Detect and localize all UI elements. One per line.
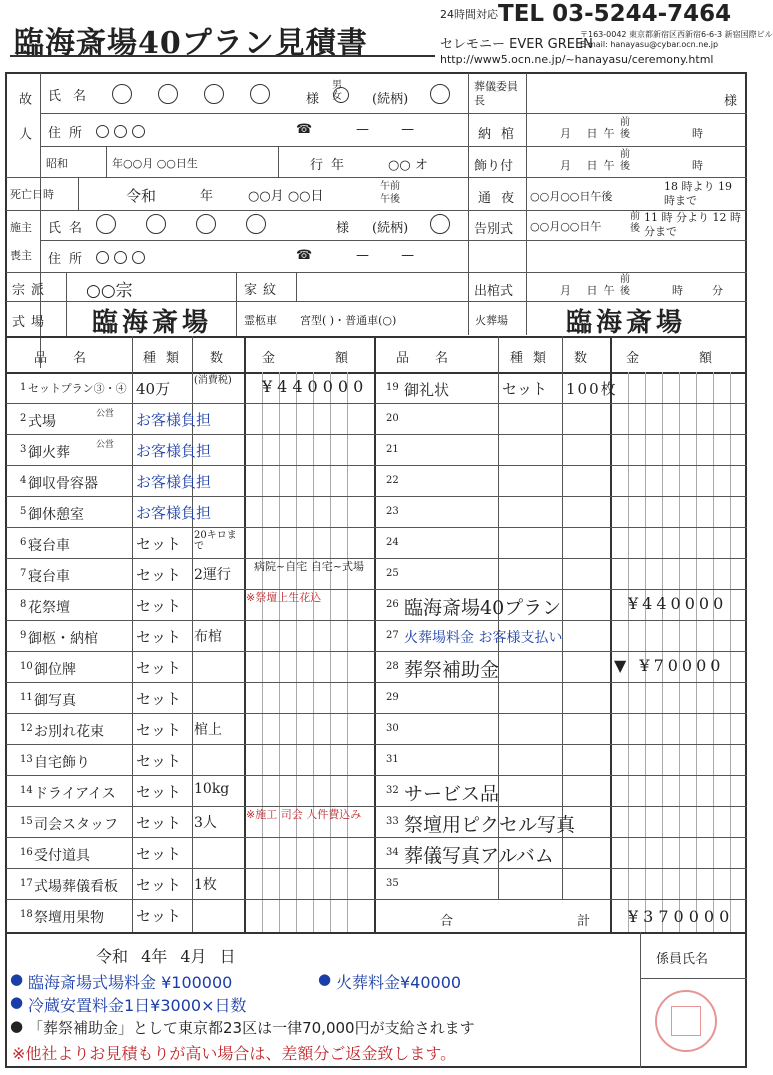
tsuya-label: 通夜: [478, 191, 525, 206]
mourner-address-label: 住所: [48, 252, 91, 267]
row-item-name: お別れ花束: [34, 724, 104, 740]
row-item-name: ドライアイス: [34, 786, 116, 802]
row-item-amount: ¥440000: [262, 377, 369, 396]
row-number: 5: [20, 506, 27, 517]
row-divider: [374, 775, 747, 776]
row-number: 30: [386, 723, 399, 734]
row-item-qty: (消費税): [194, 375, 232, 386]
deceased-phone-icon: ☎: [296, 122, 313, 137]
row-item-type: お客様負担: [136, 473, 212, 491]
row-item-type: セット: [136, 721, 182, 739]
row-divider: [6, 806, 374, 807]
deceased-name-label: 氏名: [48, 89, 99, 104]
row-item-sup: 公営: [96, 440, 115, 450]
row-item-name: 火葬場料金 お客様支払い: [404, 630, 563, 646]
death-ampm: 午前 午後: [380, 181, 400, 205]
row-item-name: 寝台車: [28, 569, 70, 585]
company-name: セレモニー EVER GREEN: [440, 37, 593, 52]
shukkan-label: 出棺式: [474, 284, 514, 299]
row-divider: [6, 868, 374, 869]
row-item-qty: 2運行: [194, 567, 231, 583]
gender-circle: [333, 84, 349, 103]
shukkan-ji: 時: [672, 284, 683, 297]
row-item-type: セット: [136, 876, 182, 894]
shukkan-ampm: 前後: [620, 274, 630, 297]
row-number: 12: [20, 723, 33, 734]
mourner-relation-circle: [430, 213, 450, 234]
row-number: 29: [386, 692, 399, 703]
row-divider: [6, 682, 374, 683]
row-divider: [6, 837, 374, 838]
row-item-qty: 棺上: [194, 722, 222, 738]
row-number: 22: [386, 475, 399, 486]
row-item-name: 受付道具: [34, 848, 90, 864]
deceased-section-label: 故人: [16, 92, 31, 162]
row-divider: [374, 651, 747, 652]
row-item-name: セットプラン③・④: [28, 382, 127, 395]
row-item-type: セット: [136, 535, 182, 553]
row-number: 9: [20, 630, 27, 641]
venue-label: 式場: [12, 315, 51, 330]
row-number: 32: [386, 785, 399, 796]
row-number: 15: [20, 816, 33, 827]
row-item-type: セット: [136, 907, 182, 925]
row-item-type: 40万: [136, 380, 171, 398]
row-divider: [374, 620, 747, 621]
deceased-relation: (続柄): [372, 92, 409, 107]
row-item-type: セット: [136, 752, 182, 770]
row-divider: [6, 651, 374, 652]
row-divider: [6, 558, 374, 559]
footer-date: 令和 4年 4月 日: [96, 947, 236, 966]
row-divider: [6, 620, 374, 621]
kokubetsu-date: ○○月○○日午: [530, 220, 602, 233]
row-number: 19: [386, 382, 399, 393]
row-divider: [6, 899, 374, 900]
row-item-name: 御写真: [34, 693, 76, 709]
hours-label: 24時間対応: [440, 8, 498, 21]
kokubetsu-label: 告別式: [474, 222, 514, 237]
row-divider: [374, 465, 747, 466]
cremation-fee-text: 火葬料金¥40000: [336, 973, 462, 992]
row-item-name: 御柩・納棺: [28, 631, 98, 647]
row-item-name: 御礼状: [404, 381, 450, 399]
shukkan-fun: 分: [712, 284, 723, 297]
row-item-name: 御火葬: [28, 445, 70, 461]
row-item-note: 病院~自宅 自宅~式場: [254, 560, 364, 573]
nokan-ampm: 前後: [620, 117, 630, 140]
bullet-blue-2: ●: [318, 970, 332, 988]
row-divider: [374, 837, 747, 838]
company-seal-inner: [671, 1006, 701, 1036]
death-era: 令和: [126, 187, 157, 205]
row-divider: [374, 682, 747, 683]
company-email: E-mail: hanayasu@cybar.ocn.ne.jp: [580, 40, 719, 49]
row-item-name: 御休憩室: [28, 507, 84, 523]
row-number: 8: [20, 599, 27, 610]
age-label: 行年: [310, 158, 353, 173]
row-number: 14: [20, 785, 33, 796]
row-number: 34: [386, 847, 399, 858]
row-item-type: セット: [136, 628, 182, 646]
row-divider: [6, 713, 374, 714]
kazaritsuke-ampm: 前後: [620, 149, 630, 172]
sect-value: ○○宗: [86, 281, 133, 301]
page-title: 臨海斎場40プラン見積書: [14, 26, 368, 61]
committee-sama: 様: [724, 94, 738, 109]
nokan-ji: 時: [692, 127, 703, 140]
kazaritsuke-date: 月 日午: [560, 159, 621, 172]
row-item-note: ※祭壇上生花込: [246, 591, 322, 604]
row-number: 25: [386, 568, 399, 579]
row-item-type: セット: [136, 814, 182, 832]
row-item-type: お客様負担: [136, 504, 212, 522]
venue-fee-text: 臨海斎場式場料金 ¥100000: [28, 973, 233, 992]
row-item-name: 祭壇用果物: [34, 910, 104, 926]
row-divider: [6, 465, 374, 466]
th-amount-left: 金額: [262, 351, 409, 366]
deceased-gender: 男女: [332, 80, 342, 102]
row-item-qty: 1枚: [194, 877, 217, 893]
deceased-tel: — —: [356, 122, 429, 137]
row-divider: [374, 527, 747, 528]
row-number: 11: [20, 692, 33, 703]
bullet-black: ●: [10, 1017, 24, 1035]
mourner-name-label: 氏名: [48, 221, 91, 236]
row-item-name: 臨海斎場40プラン: [404, 597, 562, 619]
row-number: 13: [20, 754, 33, 765]
row-number: 21: [386, 444, 399, 455]
birth-date: 年○○月 ○○日生: [112, 157, 198, 170]
row-item-type: セット: [136, 597, 182, 615]
row-item-name: 御収骨容器: [28, 476, 98, 492]
row-divider: [374, 403, 747, 404]
row-divider: [374, 713, 747, 714]
row-number: 35: [386, 878, 399, 889]
deceased-address-circles: [96, 121, 145, 140]
row-divider: [374, 496, 747, 497]
row-number: 1: [20, 382, 27, 393]
bullet-blue-3: ●: [10, 993, 24, 1011]
row-item-type: お客様負担: [136, 411, 212, 429]
death-label: 死亡日時: [10, 188, 54, 201]
staff-label: 係員氏名: [656, 952, 709, 967]
kokubetsu-time: 11 時 分より 12 時 分まで: [644, 211, 741, 238]
th-item-left: 品名: [34, 351, 113, 366]
th-qty-right: 数: [574, 351, 588, 366]
row-number: 16: [20, 847, 33, 858]
row-item-qty: 3人: [194, 815, 217, 831]
kazaritsuke-ji: 時: [692, 159, 703, 172]
row-number: 6: [20, 537, 27, 548]
row-divider: [374, 868, 747, 869]
row-number: 26: [386, 599, 399, 610]
venue-name: 臨海斎場: [92, 308, 213, 338]
mourner-relation: (続柄): [372, 221, 409, 236]
row-item-type: セット: [502, 380, 548, 398]
hearse-options: 宮型( )・普通車(○): [300, 314, 397, 327]
row-item-type: セット: [136, 566, 182, 584]
row-item-name: 式場葬儀看板: [34, 879, 118, 895]
age-value: ○○ オ: [388, 158, 428, 173]
row-item-type: セット: [136, 690, 182, 708]
row-item-name: サービス品: [404, 783, 500, 805]
row-item-note: ※施工 司会 人件費込み: [246, 808, 362, 821]
row-item-name: 司会スタッフ: [34, 817, 118, 833]
title-underline: [10, 55, 435, 57]
row-item-sup: 公営: [96, 409, 115, 419]
row-item-amount: ¥440000: [628, 594, 728, 613]
relation-circle: [430, 83, 450, 104]
company-address: 〒163-0042 東京都新宿区西新宿6-6-3 新宿国際ビル: [580, 30, 773, 39]
row-item-name: 式場: [28, 414, 56, 430]
row-number: 28: [386, 661, 399, 672]
bullet-blue-1: ●: [10, 970, 24, 988]
row-item-name: 寝台車: [28, 538, 70, 554]
hearse-label: 霊柩車: [244, 314, 277, 327]
row-divider: [6, 744, 374, 745]
row-number: 33: [386, 816, 399, 827]
row-divider: [6, 589, 374, 590]
tel-number: TEL 03-5244-7464: [498, 1, 732, 27]
mourner-name-circles: [96, 213, 266, 234]
th-type-left: 種類: [143, 351, 190, 366]
row-divider: [6, 496, 374, 497]
nokan-label: 納棺: [478, 127, 525, 142]
shukkan-date: 月 日午: [560, 284, 621, 297]
row-number: 31: [386, 754, 399, 765]
row-divider: [6, 434, 374, 435]
row-item-qty: 20キロまで: [194, 530, 237, 552]
row-item-qty: 100枚: [566, 380, 618, 398]
row-number: 4: [20, 475, 27, 486]
death-date: ○○月 ○○日: [248, 189, 324, 204]
row-divider: [374, 434, 747, 435]
th-qty-left: 数: [210, 351, 224, 366]
row-number: 20: [386, 413, 399, 424]
storage-fee-text: 冷蔵安置料金1日¥3000×日数: [28, 996, 247, 1015]
th-item-right: 品名: [396, 351, 475, 366]
row-number: 10: [20, 661, 33, 672]
row-number: 7: [20, 568, 27, 579]
row-item-name: 葬祭補助金: [404, 659, 500, 681]
total-label: 合 計: [440, 914, 651, 929]
mourner-tel: — —: [356, 248, 429, 263]
row-item-type: セット: [136, 845, 182, 863]
row-divider: [374, 744, 747, 745]
th-type-right: 種類: [510, 351, 557, 366]
row-divider: [374, 806, 747, 807]
crest-label: 家紋: [244, 283, 283, 298]
row-number: 23: [386, 506, 399, 517]
row-number: 18: [20, 909, 33, 920]
row-number: 2: [20, 413, 27, 424]
subsidy-note: 「葬祭補助金」として東京都23区は一律70,000円が支給されます: [28, 1019, 475, 1037]
sect-label: 宗派: [12, 283, 51, 298]
row-item-name: 御位牌: [34, 662, 76, 678]
row-item-type: お客様負担: [136, 442, 212, 460]
kokubetsu-ampm: 前後: [630, 211, 640, 234]
mourner-label: 施主 喪主: [10, 221, 32, 262]
row-divider: [6, 403, 374, 404]
deceased-name-circles: [112, 83, 270, 104]
row-item-name: 花祭壇: [28, 600, 70, 616]
total-amount: ¥370000: [628, 907, 735, 926]
row-number: 3: [20, 444, 27, 455]
company-url: http://www5.ocn.ne.jp/~hanayasu/ceremony.html: [440, 53, 714, 66]
row-item-name: 自宅飾り: [34, 755, 90, 771]
row-item-type: セット: [136, 659, 182, 677]
row-divider: [6, 527, 374, 528]
row-item-amount: ▼ ¥70000: [614, 656, 725, 675]
crematorium-label: 火葬場: [475, 314, 508, 327]
th-amount-right: 金額: [626, 351, 773, 366]
row-item-type: セット: [136, 783, 182, 801]
committee-label: 葬儀委員長: [474, 80, 518, 107]
mourner-sama: 様: [336, 221, 350, 236]
row-divider: [374, 558, 747, 559]
row-item-name: 葬儀写真アルバム: [404, 845, 554, 867]
row-item-qty: 布棺: [194, 629, 222, 645]
row-divider: [374, 589, 747, 590]
refund-note: ※他社よりお見積もりが高い場合は、差額分ご返金致します。: [12, 1044, 457, 1063]
kazaritsuke-label: 飾り付: [474, 159, 514, 174]
deceased-sama: 様: [306, 92, 320, 107]
tsuya-time: 18 時より 19 時まで: [664, 180, 732, 207]
deceased-address-label: 住所: [48, 126, 91, 141]
row-divider: [374, 899, 747, 900]
row-item-qty: 10kg: [194, 781, 230, 797]
row-divider: [6, 775, 374, 776]
nokan-date: 月 日午: [560, 127, 621, 140]
crematorium-name: 臨海斎場: [566, 308, 687, 338]
row-number: 17: [20, 878, 33, 889]
mourner-address-circles: [96, 247, 145, 266]
death-year: 年: [200, 189, 214, 204]
birth-era: 昭和: [46, 157, 68, 170]
tsuya-date: ○○月○○日午後: [530, 190, 613, 203]
row-number: 24: [386, 537, 399, 548]
row-item-name: 祭壇用ピクセル写真: [404, 814, 576, 836]
row-number: 27: [386, 630, 399, 641]
mourner-phone-icon: ☎: [296, 248, 313, 263]
